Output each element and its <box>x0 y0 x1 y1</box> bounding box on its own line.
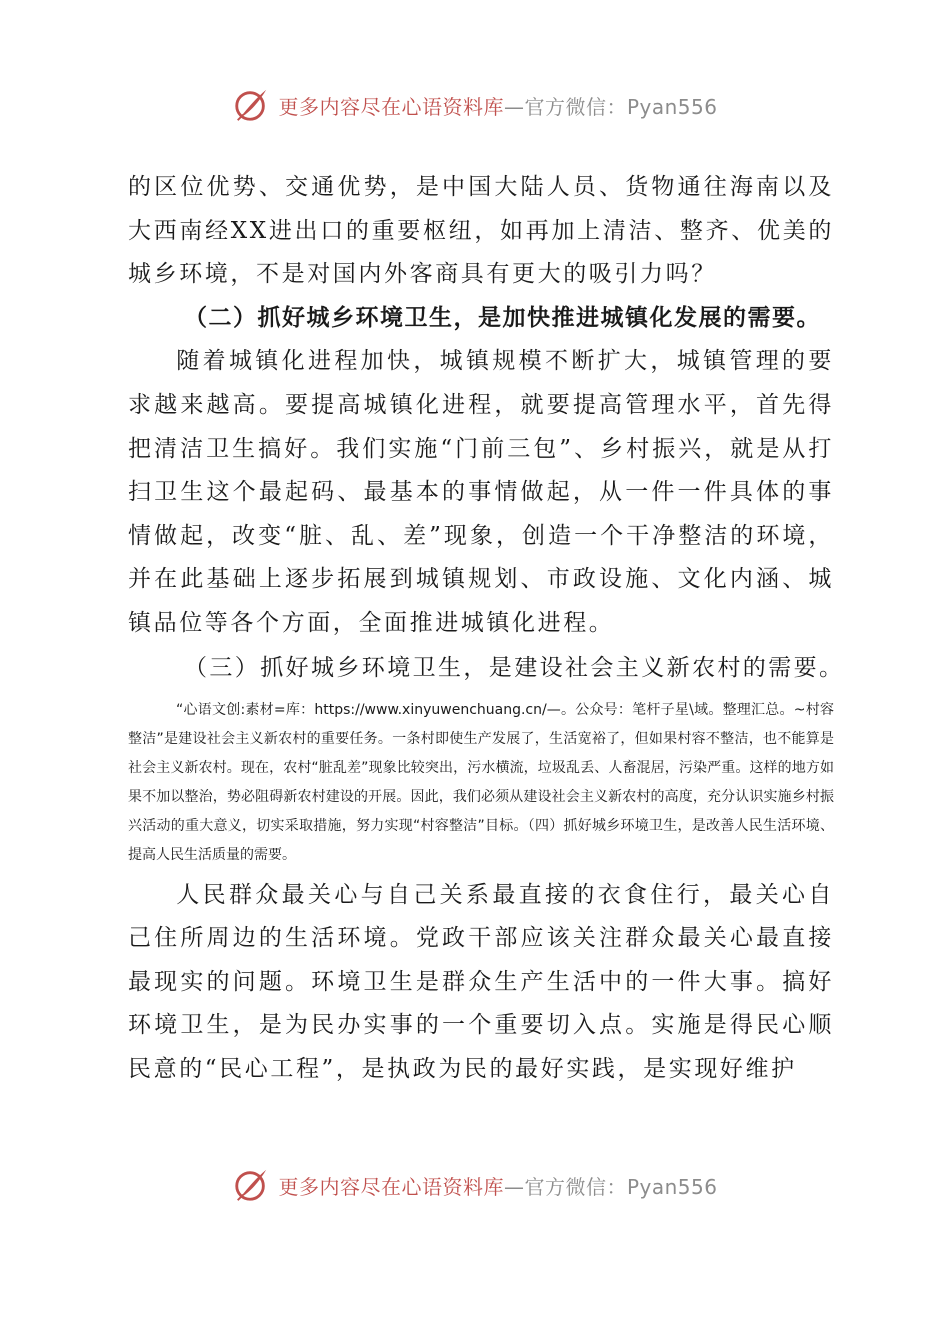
footer-banner <box>0 1160 950 1210</box>
banner-separator: — <box>503 94 525 119</box>
paragraph-continued: 的区位优势、交通优势，是中国大陆人员、货物通往海南以及大西南经XX进出口的重要枢纽，如再加上清洁、整齐、优美的城乡环境，不是对国内外客商具有更大的吸引力吗？ <box>128 174 834 288</box>
paragraph-3-small: “心语文创:素材=库：https://www.xinyuwenchuang.cn/—。公众号：笔杆子星\域。整理汇总。~村容整洁”是建设社会主义新农村的重要任务。一条村即使生产发展了，生活宽裕了，但如果村容不整洁，也不能算是社会主义新农村。现在，农村“脏乱差”现象比较突出，污水横流，垃圾乱丢、人畜混居，污染严重。这样的地方如果不加以整治，势必阻碍新农村建设的开展。因此，我们必须从建设社会主义新农村的高度，充分认识实施乡村振兴活动的重大意义，切实采取措施，努力实现“村容整洁”目标。（四）抓好城乡环境卫生，是改善人民生活环境、提高人民生活质量的需要。 <box>128 701 834 863</box>
section-heading-3: （三）抓好城乡环境卫生，是建设社会主义新农村的需要。 <box>184 654 845 681</box>
banner-text <box>278 1171 717 1200</box>
quill-circle-logo-icon <box>232 86 270 124</box>
header-banner <box>0 80 950 130</box>
paragraph-2: 随着城镇化进程加快，城镇规模不断扩大，城镇管理的要求越来越高。要提高城镇化进程，就要提高管理水平，首先得把清洁卫生搞好。我们实施“门前三包”、乡村振兴，就是从打扫卫生这个最起码、最基本的事情做起，从一件一件具体的事情做起，改变“脏、乱、差”现象，创造一个干净整洁的环境，并在此基础上逐步拓展到城镇规划、市政设施、文化内涵、城镇品位等各个方面，全面推进城镇化进程。 <box>128 348 834 636</box>
document-body <box>128 166 845 1092</box>
banner-text <box>278 91 717 120</box>
section-heading-2: （二）抓好城乡环境卫生，是加快推进城镇化发展的需要。 <box>184 304 821 331</box>
quill-circle-logo-icon <box>232 1166 270 1204</box>
banner-separator: — <box>503 1174 525 1199</box>
paragraph-4: 人民群众最关心与自己关系最直接的衣食住行，最关心自己住所周边的生活环境。党政干部应该关注群众最关心最直接最现实的问题。环境卫生是群众生产生活中的一件大事。搞好环境卫生，是为民办实事的一个重要切入点。实施是得民心顺民意的“民心工程”，是执政为民的最好实践，是实现好维护 <box>128 881 834 1082</box>
banner-site-text: 更多内容尽在心语资料库 <box>278 94 504 119</box>
banner-site-text: 更多内容尽在心语资料库 <box>278 1174 504 1199</box>
banner-wechat-text: 官方微信：Pyan556 <box>524 1174 718 1199</box>
banner-wechat-text: 官方微信：Pyan556 <box>524 94 718 119</box>
